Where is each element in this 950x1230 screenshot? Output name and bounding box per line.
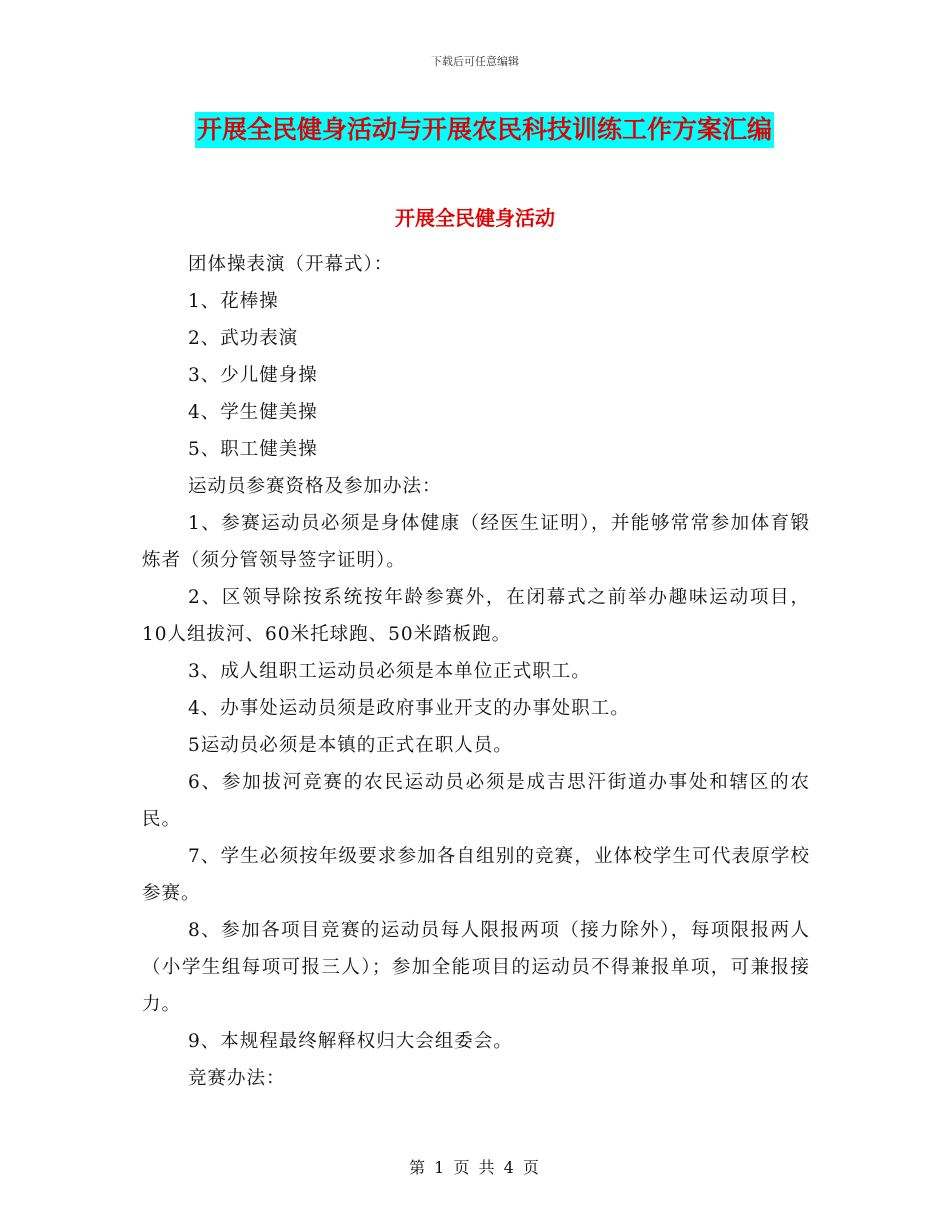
document-title: 开展全民健身活动与开展农民科技训练工作方案汇编 xyxy=(195,112,774,148)
paragraph: 8、参加各项目竞赛的运动员每人限报两项（接力除外），每项限报两人（小学生组每项可报三人）；参加全能项目的运动员不得兼报单项，可兼报接力。 xyxy=(142,920,810,1015)
paragraph: 6、参加拔河竞赛的农民运动员必须是成吉思汗街道办事处和辖区的农民。 xyxy=(142,772,810,830)
paragraph: 1、参赛运动员必须是身体健康（经医生证明），并能够常常参加体育锻炼者（须分管领导签字证明）。 xyxy=(142,513,810,571)
paragraph: 运动员参赛资格及参加办法： xyxy=(188,476,442,497)
paragraph: 竞赛办法： xyxy=(188,1068,286,1089)
paragraph: 3、成人组职工运动员必须是本单位正式职工。 xyxy=(188,661,591,682)
paragraph: 9、本规程最终解释权归大会组委会。 xyxy=(188,1031,513,1052)
paragraph: 团体操表演（开幕式）： xyxy=(188,254,394,275)
document-body xyxy=(142,246,810,1097)
page-number-footer: 第 1 页 共 4 页 xyxy=(409,1158,541,1177)
header-note: 下载后可任意编辑 xyxy=(431,55,519,68)
section-title: 开展全民健身活动 xyxy=(395,206,555,230)
paragraph: 7、学生必须按年级要求参加各自组别的竞赛，业体校学生可代表原学校参赛。 xyxy=(142,846,810,904)
paragraph: 4、办事处运动员须是政府事业开支的办事处职工。 xyxy=(188,698,630,719)
paragraph: 1、花棒操 xyxy=(188,291,279,312)
paragraph: 3、少儿健身操 xyxy=(188,365,318,386)
paragraph: 2、武功表演 xyxy=(188,328,299,349)
paragraph: 5、职工健美操 xyxy=(188,439,318,460)
paragraph: 5运动员必须是本镇的正式在职人员。 xyxy=(188,735,513,756)
paragraph: 4、学生健美操 xyxy=(188,402,318,423)
paragraph: 2、区领导除按系统按年龄参赛外，在闭幕式之前举办趣味运动项目，10人组拔河、60米托球跑、50米踏板跑。 xyxy=(142,587,810,645)
